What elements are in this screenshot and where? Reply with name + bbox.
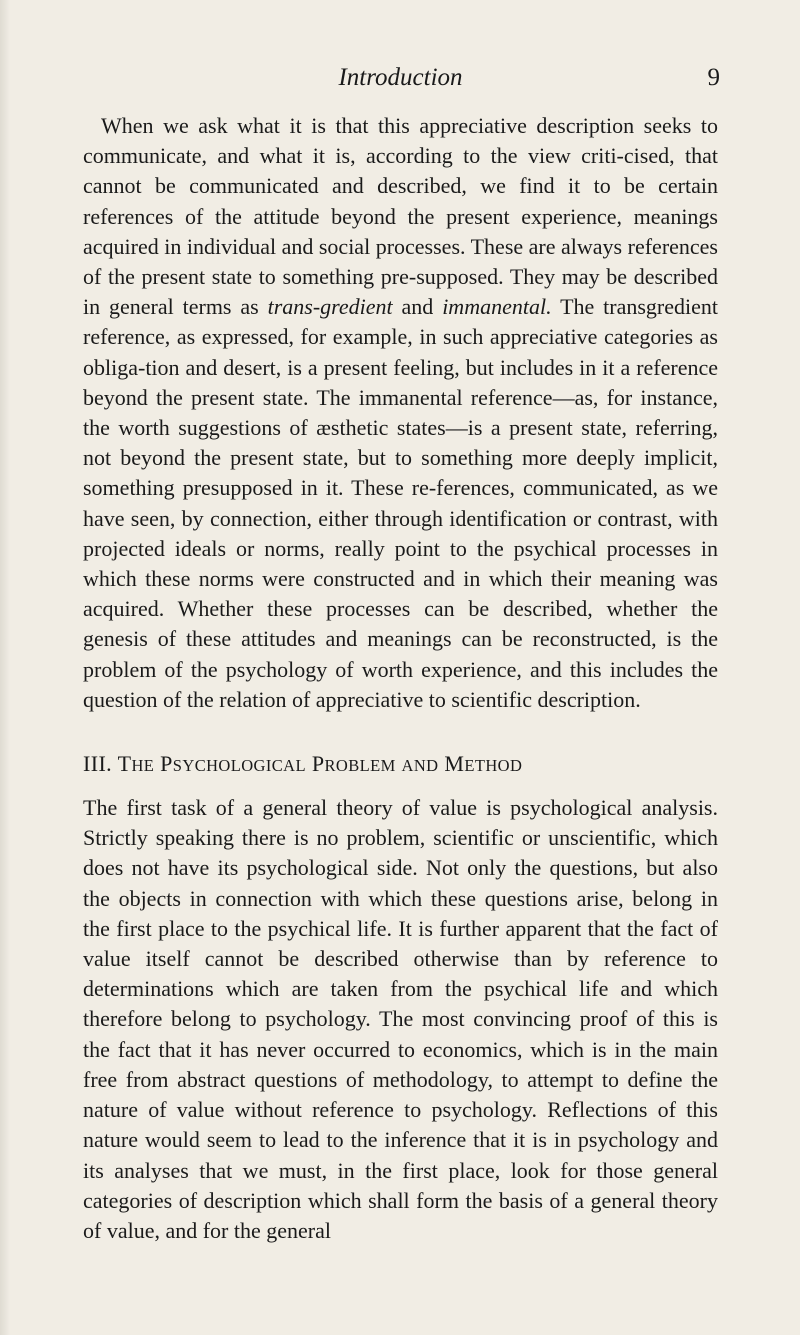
paragraph-text: When we ask what it is that this appreciative description seeks to communicate, and what it is, according to the view criti-cised, that cannot be communicated and described, we find it to be certain references of the attitude beyond the present experience, meanings acquired in individual and social processes. These are always references of the present state to something pre-supposed. They may be described in general terms as — [83, 113, 718, 320]
section-heading — [83, 749, 718, 781]
italic-term-transgredient: trans-gredient — [267, 294, 393, 320]
heading-word: ETHOD — [464, 756, 523, 776]
page-number: 9 — [707, 64, 720, 91]
running-title: Introduction — [338, 64, 463, 91]
paragraph-text: The transgredient reference, as expressed, for example, in such appreciative categories as obliga-tion and desert, is a present feeling, but includes in it a reference beyond the present state. The immanental reference—as, for instance, the worth suggestions of æsthetic states—is a present state, referring, not beyond the present state, but to something more deeply implicit, something presupposed in it. These re-ferences, communicated, as we have seen, by connection, either through identification or contrast, with projected ideals or norms, really point to the psychical processes in which these norms were constructed and in which their meaning was acquired. Whether these processes can be described, whether the genesis of these attitudes and meanings can be reconstructed, is the problem of the psychology of worth experience, and this includes the question of the relation of appreciative to scientific description. — [83, 294, 718, 712]
italic-term-immanental: immanental. — [442, 294, 552, 320]
section-numeral: III. — [83, 751, 113, 777]
heading-initial: P — [160, 751, 173, 777]
heading-initial: P — [311, 751, 325, 777]
heading-word: SYCHOLOGICAL — [172, 756, 306, 776]
paragraph-appreciative-description — [83, 111, 718, 715]
paragraph-psychological-analysis: The first task of a general theory of value is psychological analysis. Strictly speaking there is no problem, scientific or unscientific, which does not have its psychological side. Not only the questions, but also the objects in connection with which these questions arise, belong in the first place to the psychical life. It is further apparent that the fact of value itself cannot be described otherwise than by reference to determinations which are taken from the psychical life and which therefore belong to psychology. The most convincing proof of this is the fact that it has never occurred to economics, which is in the main free from abstract questions of methodology, to attempt to define the nature of value without reference to psychology. Reflections of this nature would seem to lead to the inference that it is in psychology and its analyses that we must, in the first place, look for those general categories of description which shall form the basis of a general theory of value, and for the general — [83, 795, 718, 1243]
heading-initial: T — [117, 751, 132, 777]
running-header — [83, 58, 718, 98]
heading-word: HE — [131, 756, 155, 776]
heading-initial: M — [444, 751, 465, 777]
paragraph-text: and — [392, 294, 443, 320]
heading-word: AND — [401, 756, 439, 776]
heading-word: ROBLEM — [324, 756, 396, 776]
